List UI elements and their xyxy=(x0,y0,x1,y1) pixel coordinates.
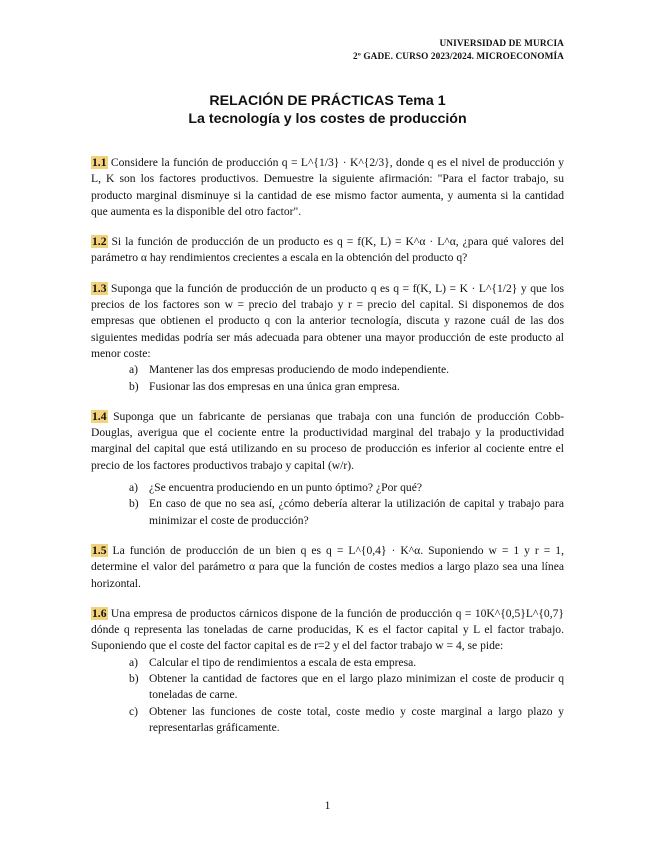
exercise-1-1-text xyxy=(91,155,564,220)
exercise-number: 1.2 xyxy=(92,235,107,249)
exercise-1-4-options xyxy=(91,480,564,529)
option-text: Fusionar las dos empresas en una única gran empresa. xyxy=(149,379,400,393)
exercise-1-6-text xyxy=(91,606,564,655)
exercise-number: 1.5 xyxy=(92,543,107,557)
exercise-statement: Considere la función de producción q = L^{1/3} · K^{2/3}, donde q es el nivel de producción y L, K son los factores productivos. Demuestre la siguiente afirmación: "Para el factor trabajo, su producto marginal disminuye si la cantidad de ese mismo factor aumenta, y aumenta si la cantidad que aumenta es la disponible del otro factor". xyxy=(91,156,565,218)
option-label: b) xyxy=(129,379,139,393)
option-label: b) xyxy=(129,672,139,686)
page-number: 1 xyxy=(324,800,331,812)
exercise-1-3-options xyxy=(91,362,564,395)
option-item xyxy=(91,362,564,378)
exercise-number: 1.3 xyxy=(92,281,107,295)
exercise-1-6-options xyxy=(91,655,564,736)
exercise-statement: Suponga que un fabricante de persianas que trabaja con una función de producción Cobb-Douglas, averigua que el cociente entre la productividad marginal del trabajo y la productividad marginal del capital que está utilizando en su proceso de producción es inferior al cociente entre el precio de los factores productivos trabajo y capital (w/r). xyxy=(91,409,565,472)
option-item xyxy=(91,704,564,737)
option-label: c) xyxy=(129,704,139,718)
exercise-statement: Una empresa de productos cárnicos dispone de la función de producción q = 10K^{0,5}L^{0,7} dónde q representa las toneladas de carne producidas, K es el factor capital y L el factor trabajo. Suponiendo que el coste del factor capital es de r=2 y el del factor trabajo w = 4, se pide: xyxy=(91,606,564,653)
option-label: a) xyxy=(129,481,139,495)
option-label: a) xyxy=(129,655,139,669)
exercise-1-4-text xyxy=(91,409,564,474)
document-title xyxy=(0,92,655,128)
exercise-statement: La función de producción de un bien q es q = L^{0,4} · K^α. Suponiendo w = 1 y r = 1, determine el valor del parámetro α para que la función de costes medios a largo plazo sea una línea horizontal. xyxy=(91,543,564,590)
option-item xyxy=(91,671,564,704)
option-label: b) xyxy=(129,497,139,511)
exercise-statement: Suponga que la función de producción de un producto q es q = f(K, L) = K · L^{1/2} y que los precios de los factores son w = precio del trabajo y r = precio del capital. Si disponemos de dos empresas que obtienen el producto q con la anterior tecnología, discuta y razone cuál de las dos siguientes medidas podría ser más adecuada para obtener una mayor producción de este producto al menor coste: xyxy=(91,281,564,360)
option-label: a) xyxy=(129,363,139,377)
option-text: Obtener la cantidad de factores que en el largo plazo minimizan el coste de producir q toneladas de carne. xyxy=(149,672,564,702)
option-item xyxy=(91,379,564,395)
exercise-1-5-text xyxy=(91,543,564,592)
exercise-statement: Si la función de producción de un producto es q = f(K, L) = K^α · L^α, ¿para qué valores del parámetro α hay rendimientos crecientes a escala en la obtención del producto q? xyxy=(91,235,564,265)
exercise-1-3 xyxy=(91,281,564,395)
header-university: UNIVERSIDAD DE MURCIA xyxy=(439,39,564,49)
option-text: Calcular el tipo de rendimientos a escala de esta empresa. xyxy=(149,655,417,669)
exercise-1-4 xyxy=(91,409,564,529)
option-text: Mantener las dos empresas produciendo de modo independiente. xyxy=(149,363,450,377)
option-text: En caso de que no sea así, ¿cómo debería alterar la utilización de capital y trabajo para minimizar el coste de producción? xyxy=(149,497,564,527)
exercise-number: 1.1 xyxy=(92,156,107,169)
exercise-list xyxy=(91,155,564,750)
exercise-1-2 xyxy=(91,234,564,267)
option-item xyxy=(91,655,564,671)
page-header xyxy=(353,38,564,63)
exercise-number: 1.4 xyxy=(92,409,107,423)
exercise-1-6 xyxy=(91,606,564,736)
title-line-2: La tecnología y los costes de producción xyxy=(188,111,467,127)
option-item xyxy=(91,496,564,529)
exercise-1-3-text xyxy=(91,281,564,362)
exercise-number: 1.6 xyxy=(92,606,107,620)
option-text: Obtener las funciones de coste total, coste medio y coste marginal a largo plazo y representarlas gráficamente. xyxy=(149,704,564,734)
title-line-1: RELACIÓN DE PRÁCTICAS Tema 1 xyxy=(209,93,446,109)
header-course: 2º GADE. CURSO 2023/2024. MICROECONOMÍA xyxy=(353,51,564,62)
option-text: ¿Se encuentra produciendo en un punto óptimo? ¿Por qué? xyxy=(149,481,423,495)
exercise-1-1 xyxy=(91,155,564,220)
exercise-1-2-text xyxy=(91,234,564,267)
exercise-1-5 xyxy=(91,543,564,592)
option-item xyxy=(91,480,564,496)
